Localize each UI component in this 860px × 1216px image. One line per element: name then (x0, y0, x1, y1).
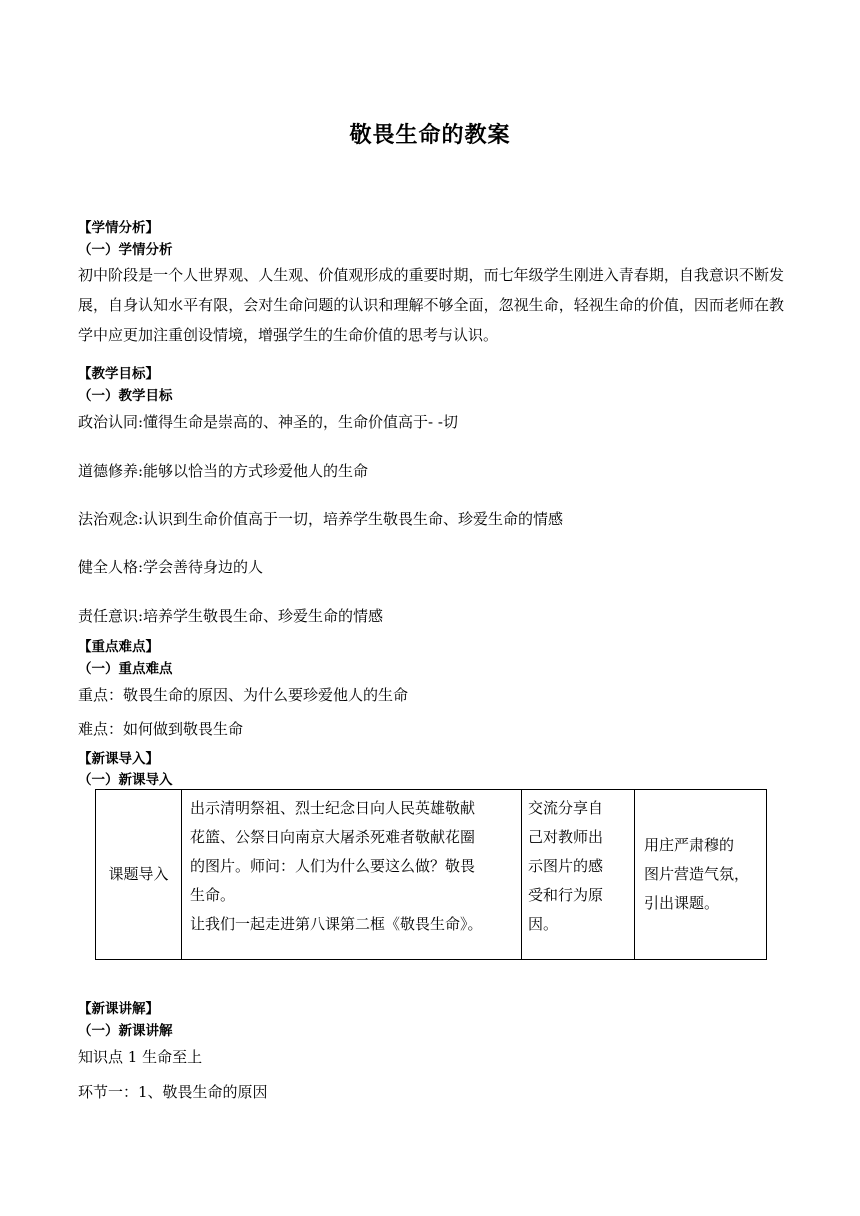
lesson-item: 环节一：1、敬畏生命的原因 (78, 1083, 268, 1101)
teacher-activity-line: 花篮、公祭日向南京大屠杀死难者敬献花圈 (190, 828, 476, 846)
section-heading-lesson-intro: 【新课导入】 (78, 751, 159, 767)
goal-item: 法治观念:认识到生命价值高于一切，培养学生敬畏生命、珍爱生命的情感 (78, 510, 564, 528)
design-intent-line: 用庄严肃穆的 (644, 836, 735, 854)
key-point-item: 重点：敬畏生命的原因、为什么要珍爱他人的生命 (78, 686, 409, 704)
goal-item: 道德修养:能够以恰当的方式珍爱他人的生命 (78, 462, 369, 480)
table-row (96, 790, 767, 960)
stage-cell (96, 790, 182, 960)
design-intent-line: 图片营造气氛， (644, 865, 750, 883)
student-activity-line: 己对教师出 (528, 828, 604, 846)
subheading-key-points: （一）重点难点 (78, 661, 173, 677)
student-activity-line: 示图片的感 (528, 857, 604, 875)
lesson-intro-table (95, 789, 767, 960)
teacher-activity-line: 生命。 (190, 886, 236, 904)
subheading-new-lesson: （一）新课讲解 (78, 1023, 173, 1039)
subheading-teaching-goals: （一）教学目标 (78, 388, 173, 404)
section-heading-learning-analysis: 【学情分析】 (78, 220, 159, 236)
design-intent-cell (635, 790, 767, 960)
subheading-learning-analysis: （一）学情分析 (78, 242, 173, 258)
teacher-activity-cell (182, 790, 522, 960)
student-activity-line: 因。 (528, 915, 559, 933)
paragraph-learning-analysis: 初中阶段是一个人世界观、人生观、价值观形成的重要时期，而七年级学生刚进入青春期，自我意识不断发展，自身认知水平有限，会对生命问题的认识和理解不够全面，忽视生命，轻视生命的价值，因而老师在教学中应更加注重创设情境，增强学生的生命价值的思考与认识。 (78, 266, 784, 344)
goal-item: 健全人格:学会善待身边的人 (78, 558, 264, 576)
design-intent-line: 引出课题。 (644, 894, 720, 912)
key-point-item: 难点：如何做到敬畏生命 (78, 720, 244, 738)
section-heading-key-points: 【重点难点】 (78, 639, 159, 655)
student-activity-line: 受和行为原 (528, 886, 604, 904)
subheading-lesson-intro: （一）新课导入 (78, 772, 173, 788)
section-heading-new-lesson: 【新课讲解】 (78, 1001, 159, 1017)
goal-item: 责任意识:培养学生敬畏生命、珍爱生命的情感 (78, 607, 384, 625)
stage-label: 课题导入 (108, 865, 169, 883)
student-activity-cell (522, 790, 635, 960)
document-title: 敬畏生命的教案 (349, 123, 511, 148)
section-heading-teaching-goals: 【教学目标】 (78, 366, 159, 382)
goal-item: 政治认同:懂得生命是崇高的、神圣的，生命价值高于- -切 (78, 413, 458, 431)
student-activity-line: 交流分享自 (528, 799, 604, 817)
teacher-activity-line: 的图片。师问：人们为什么要这么做？敬畏 (190, 857, 476, 875)
teacher-activity-line: 出示清明祭祖、烈士纪念日向人民英雄敬献 (190, 799, 476, 817)
teacher-activity-line: 让我们一起走进第八课第二框《敬畏生命》。 (190, 915, 483, 933)
lesson-item: 知识点 1 生命至上 (78, 1048, 203, 1066)
